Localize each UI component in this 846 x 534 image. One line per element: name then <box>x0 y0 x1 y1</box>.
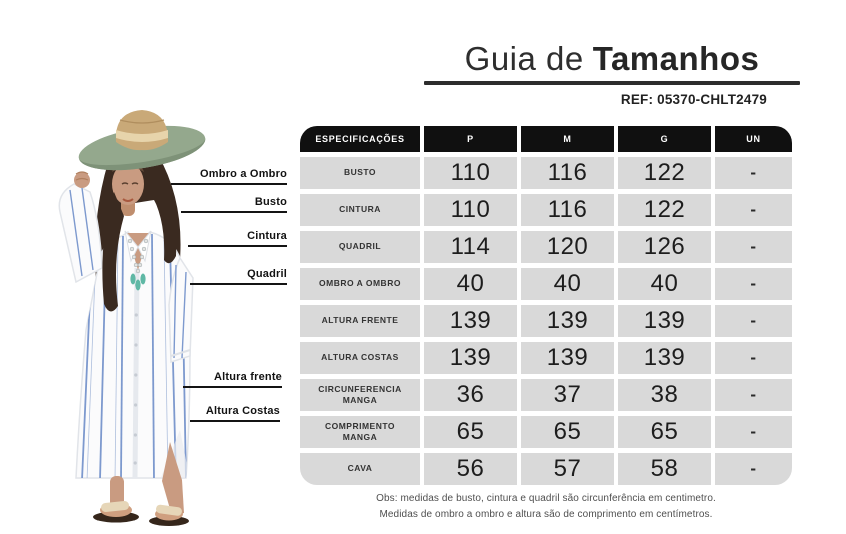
cell-value: - <box>715 453 792 485</box>
cell-value: - <box>715 194 792 226</box>
column-header-especificacoes: ESPECIFICAÇÕES <box>300 126 420 152</box>
cell-value: 122 <box>618 157 711 189</box>
cell-value: 122 <box>618 194 711 226</box>
cell-value: 65 <box>618 416 711 448</box>
row-label: CIRCUNFERENCIA MANGA <box>300 379 420 411</box>
measurement-label-quadril <box>190 268 287 285</box>
measurement-label-text: Altura Costas <box>205 405 280 417</box>
row-label: CINTURA <box>300 194 420 226</box>
row-label: CAVA <box>300 453 420 485</box>
cell-value: 110 <box>424 157 517 189</box>
row-label: ALTURA COSTAS <box>300 342 420 374</box>
cell-value: 57 <box>521 453 614 485</box>
measurement-label-cintura <box>188 230 287 247</box>
cell-value: 40 <box>618 268 711 300</box>
cell-value: 65 <box>521 416 614 448</box>
measurement-label-text: Ombro a Ombro <box>200 168 287 180</box>
cell-value: 38 <box>618 379 711 411</box>
product-ref: REF: 05370-CHLT2479 <box>620 91 767 107</box>
header <box>424 40 800 107</box>
cell-value: - <box>715 231 792 263</box>
cell-value: 36 <box>424 379 517 411</box>
cell-value: - <box>715 379 792 411</box>
page-title-bold: Tamanhos <box>592 40 760 77</box>
row-label: OMBRO A OMBRO <box>300 268 420 300</box>
cell-value: 58 <box>618 453 711 485</box>
row-label: COMPRIMENTO MANGA <box>300 416 420 448</box>
page-title <box>424 40 800 78</box>
cell-value: - <box>715 342 792 374</box>
cell-value: 139 <box>521 305 614 337</box>
size-table <box>300 126 792 485</box>
cell-value: 114 <box>424 231 517 263</box>
row-label: BUSTO <box>300 157 420 189</box>
footnote <box>300 491 792 522</box>
cell-value: 65 <box>424 416 517 448</box>
measurement-label-altura-costas <box>190 405 280 422</box>
measurement-label-text: Cintura <box>247 230 287 242</box>
measurement-label-text: Quadril <box>247 268 287 280</box>
column-header-un: UN <box>715 126 792 152</box>
model-photo <box>30 100 280 530</box>
cell-value: - <box>715 416 792 448</box>
page-title-regular: Guia de <box>464 40 584 77</box>
row-label: ALTURA FRENTE <box>300 305 420 337</box>
measurement-label-busto <box>181 196 287 213</box>
cell-value: 37 <box>521 379 614 411</box>
cell-value: - <box>715 157 792 189</box>
cell-value: - <box>715 268 792 300</box>
cell-value: 40 <box>424 268 517 300</box>
cell-value: 56 <box>424 453 517 485</box>
model-illustration <box>30 100 280 530</box>
cell-value: 116 <box>521 157 614 189</box>
column-header-m: M <box>521 126 614 152</box>
cell-value: 126 <box>618 231 711 263</box>
measurement-label-altura-frente <box>183 371 282 388</box>
cell-value: - <box>715 305 792 337</box>
cell-value: 139 <box>424 342 517 374</box>
cell-value: 116 <box>521 194 614 226</box>
footnote-line-1: Obs: medidas de busto, cintura e quadril são circunferência em centimetro. <box>376 493 716 504</box>
measurement-label-text: Altura frente <box>214 371 282 383</box>
cell-value: 139 <box>424 305 517 337</box>
measurement-label-text: Busto <box>254 196 287 208</box>
footnote-line-2: Medidas de ombro a ombro e altura são de comprimento em centímetros. <box>379 508 713 520</box>
cell-value: 139 <box>618 305 711 337</box>
cell-value: 40 <box>521 268 614 300</box>
cell-value: 120 <box>521 231 614 263</box>
cell-value: 139 <box>618 342 711 374</box>
column-header-g: G <box>618 126 711 152</box>
title-underline <box>424 81 800 85</box>
column-header-p: P <box>424 126 517 152</box>
row-label: QUADRIL <box>300 231 420 263</box>
measurement-label-ombro-a-ombro <box>171 168 287 185</box>
cell-value: 110 <box>424 194 517 226</box>
cell-value: 139 <box>521 342 614 374</box>
